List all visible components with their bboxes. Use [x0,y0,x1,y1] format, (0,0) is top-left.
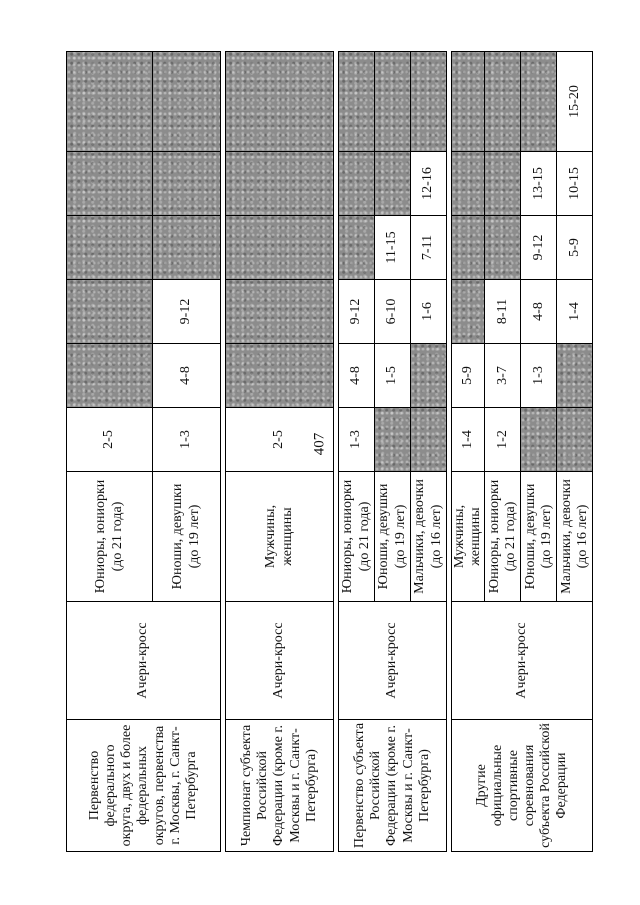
value-cell: 1-4 [557,280,593,344]
value-cell [521,52,557,152]
group-cell: Мужчины, женщины [452,472,485,602]
value-cell: 11-15 [375,216,411,280]
value-cell [375,152,411,216]
value-cell [411,52,447,152]
group-cell: Мужчины, женщины [226,472,334,602]
value-cell [67,344,153,408]
rotated-table-wrapper [66,52,590,852]
table-row [339,52,375,852]
value-cell [226,152,334,216]
value-cell: 1-3 [153,408,221,472]
discipline-cell: Ачери-кросс [226,602,334,720]
value-cell [557,408,593,472]
value-cell: 1-3 [521,344,557,408]
value-cell [339,216,375,280]
value-cell [452,280,485,344]
value-cell: 13-15 [521,152,557,216]
event-cell: Первенство федерального округа, двух и более федеральных округов, первенства г. Москвы, г. Санкт-Петербурга [67,720,221,852]
group-cell: Юниоры, юниорки (до 21 года) [67,472,153,602]
value-cell: 4-8 [521,280,557,344]
event-cell: Другие официальные спортивные соревнования субъекта Российской Федерации [452,720,593,852]
value-cell: 3-7 [485,344,521,408]
value-cell [375,408,411,472]
value-cell [67,280,153,344]
value-cell [452,152,485,216]
value-cell [153,52,221,152]
table-row [67,52,153,852]
value-cell [67,52,153,152]
value-cell: 2-5 [67,408,153,472]
value-cell: 1-6 [411,280,447,344]
value-cell [339,152,375,216]
group-cell: Юноши, девушки (до 19 лет) [521,472,557,602]
value-cell: 9-12 [521,216,557,280]
group-cell: Юноши, девушки (до 19 лет) [153,472,221,602]
value-cell: 9-12 [339,280,375,344]
page-number: 407 [311,432,328,456]
value-cell [153,216,221,280]
value-cell [521,408,557,472]
value-cell [452,216,485,280]
value-cell [485,52,521,152]
value-cell [226,52,334,152]
value-cell: 6-10 [375,280,411,344]
value-cell: 10-15 [557,152,593,216]
value-cell [375,52,411,152]
value-cell: 1-5 [375,344,411,408]
event-cell: Первенство субъекта Российской Федерации (кроме г. Москвы и г. Санкт-Петербурга) [339,720,447,852]
value-cell [67,152,153,216]
value-cell: 1-2 [485,408,521,472]
discipline-cell: Ачери-кросс [452,602,593,720]
table-row [226,52,334,852]
value-cell [67,216,153,280]
value-cell: 9-12 [153,280,221,344]
group-cell: Мальчики, девочки (до 16 лет) [411,472,447,602]
value-cell: 15-20 [557,52,593,152]
value-cell [411,408,447,472]
value-cell [452,52,485,152]
group-cell: Юниоры, юниорки (до 21 года) [485,472,521,602]
discipline-cell: Ачери-кросс [339,602,447,720]
value-cell [226,280,334,344]
value-cell [339,52,375,152]
value-cell: 1-4 [452,408,485,472]
value-cell [153,152,221,216]
value-cell: 12-16 [411,152,447,216]
value-cell: 7-11 [411,216,447,280]
value-cell: 4-8 [339,344,375,408]
value-cell [226,216,334,280]
value-cell: 5-9 [557,216,593,280]
event-cell: Чемпионат субъекта Российской Федерации (кроме г. Москвы и г. Санкт-Петербурга) [226,720,334,852]
value-cell [485,216,521,280]
discipline-cell: Ачери-кросс [67,602,221,720]
ranking-table [66,51,593,852]
value-cell [226,344,334,408]
value-cell: 8-11 [485,280,521,344]
value-cell [485,152,521,216]
group-cell: Юноши, девушки (до 19 лет) [375,472,411,602]
value-cell [557,344,593,408]
table-row [452,52,485,852]
value-cell: 4-8 [153,344,221,408]
value-cell: 2-5 [226,408,334,472]
value-cell [411,344,447,408]
value-cell: 5-9 [452,344,485,408]
group-cell: Мальчики, девочки (до 16 лет) [557,472,593,602]
value-cell: 1-3 [339,408,375,472]
group-cell: Юниоры, юниорки (до 21 года) [339,472,375,602]
